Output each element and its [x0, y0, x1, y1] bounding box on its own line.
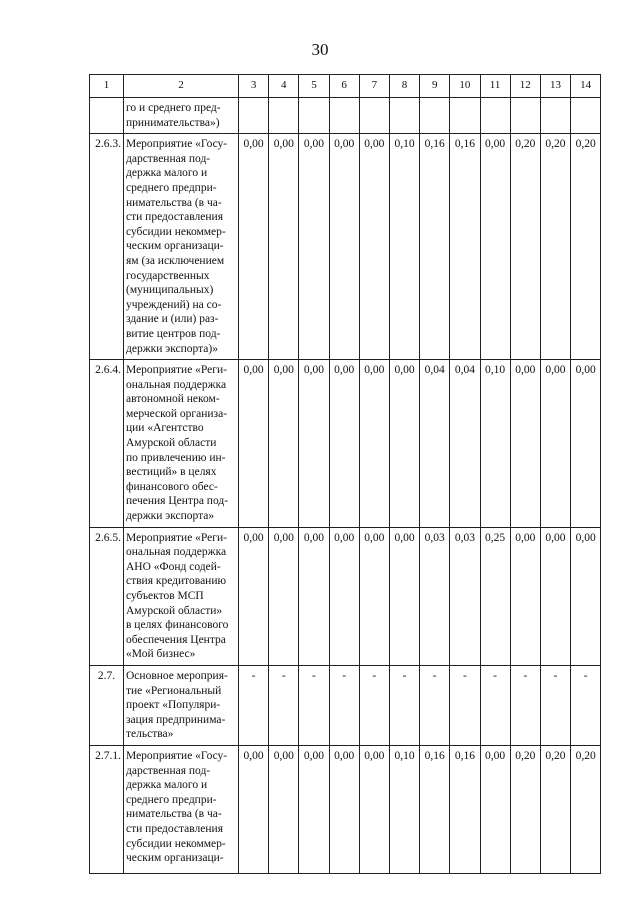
value-cell: -: [269, 665, 299, 745]
value-cell: 0,00: [239, 134, 269, 360]
table-row: [90, 745, 601, 873]
value-cell: 0,16: [450, 745, 480, 873]
value-cell: 0,00: [299, 745, 329, 873]
header-row: [90, 75, 601, 98]
value-cell: 0,25: [480, 527, 510, 665]
header-cell-12: 12: [510, 75, 540, 98]
table-row: [90, 360, 601, 528]
table-row: [90, 527, 601, 665]
value-cell: 0,00: [299, 134, 329, 360]
value-cell: 0,16: [420, 134, 450, 360]
row-name: Мероприятие «Реги- ональная поддержка автономной неком- мерческой организа- ции «Агентство Амурской области по привлечению ин- вестиций» в целях финансового обес- печения Центра под- держки экспорта»: [124, 360, 239, 528]
row-name: Основное мероприя- тие «Региональный проект «Популяри- зация предпринима- тельства»: [124, 665, 239, 745]
value-cell: 0,20: [510, 745, 540, 873]
page-number: 30: [311, 40, 329, 59]
value-cell: -: [510, 665, 540, 745]
header-cell-10: 10: [450, 75, 480, 98]
value-cell: 0,00: [359, 745, 389, 873]
indicator-table: [89, 74, 601, 874]
value-cell: 0,00: [269, 360, 299, 528]
value-cell: 0,10: [480, 360, 510, 528]
value-cell: 0,00: [359, 134, 389, 360]
header-cell-8: 8: [389, 75, 419, 98]
value-cell: 0,00: [480, 745, 510, 873]
row-code: 2.6.5.: [90, 527, 124, 665]
value-cell: 0,00: [299, 527, 329, 665]
value-cell: 0,03: [420, 527, 450, 665]
header-cell-5: 5: [299, 75, 329, 98]
value-cell: 0,16: [450, 134, 480, 360]
header-cell-2: 2: [124, 75, 239, 98]
value-cell: 0,00: [510, 527, 540, 665]
value-cell: -: [480, 665, 510, 745]
value-cell: [540, 98, 570, 134]
value-cell: 0,00: [239, 360, 269, 528]
value-cell: -: [299, 665, 329, 745]
value-cell: 0,00: [329, 134, 359, 360]
table-row: [90, 98, 601, 134]
value-cell: 0,00: [299, 360, 329, 528]
value-cell: -: [420, 665, 450, 745]
value-cell: 0,00: [510, 360, 540, 528]
value-cell: [450, 98, 480, 134]
value-cell: -: [540, 665, 570, 745]
value-cell: 0,04: [450, 360, 480, 528]
value-cell: 0,20: [540, 134, 570, 360]
value-cell: [269, 98, 299, 134]
row-code: 2.7.: [90, 665, 124, 745]
row-code: 2.6.3.: [90, 134, 124, 360]
header-cell-13: 13: [540, 75, 570, 98]
value-cell: 0,10: [389, 745, 419, 873]
value-cell: [359, 98, 389, 134]
value-cell: 0,00: [540, 527, 570, 665]
value-cell: 0,00: [389, 360, 419, 528]
value-cell: 0,20: [571, 745, 601, 873]
header-cell-4: 4: [269, 75, 299, 98]
value-cell: [420, 98, 450, 134]
value-cell: [299, 98, 329, 134]
row-name: Мероприятие «Реги- ональная поддержка АНО «Фонд содей- ствия кредитованию субъектов МСП Амурской области» в целях финансового обеспечения Центра «Мой бизнес»: [124, 527, 239, 665]
value-cell: 0,04: [420, 360, 450, 528]
header-cell-11: 11: [480, 75, 510, 98]
value-cell: [571, 98, 601, 134]
value-cell: 0,16: [420, 745, 450, 873]
value-cell: 0,00: [329, 527, 359, 665]
row-name: Мероприятие «Госу- дарственная под- держка малого и среднего предпри- нимательства (в ча- сти предоставления субсидии некоммер- ческим организаци-: [124, 745, 239, 873]
value-cell: 0,20: [510, 134, 540, 360]
value-cell: -: [450, 665, 480, 745]
value-cell: 0,10: [389, 134, 419, 360]
value-cell: -: [389, 665, 419, 745]
table-row: [90, 665, 601, 745]
table-header: [90, 75, 601, 98]
value-cell: 0,03: [450, 527, 480, 665]
value-cell: 0,00: [329, 745, 359, 873]
header-cell-7: 7: [359, 75, 389, 98]
header-cell-9: 9: [420, 75, 450, 98]
row-code: [90, 98, 124, 134]
value-cell: [510, 98, 540, 134]
value-cell: -: [571, 665, 601, 745]
value-cell: 0,00: [389, 527, 419, 665]
value-cell: -: [239, 665, 269, 745]
row-code: 2.6.4.: [90, 360, 124, 528]
value-cell: 0,00: [540, 360, 570, 528]
value-cell: 0,00: [239, 745, 269, 873]
value-cell: 0,20: [540, 745, 570, 873]
value-cell: [329, 98, 359, 134]
row-name: Мероприятие «Госу- дарственная под- держка малого и среднего предпри- нимательства (в ча- сти предоставления субсидии некоммер- ческим организаци- ям (за исключением государственных (муниципальных) учреждений) на со- здание и (или) раз- витие центров под- держки экспорта)»: [124, 134, 239, 360]
value-cell: 0,00: [329, 360, 359, 528]
value-cell: 0,00: [571, 527, 601, 665]
value-cell: [389, 98, 419, 134]
value-cell: 0,00: [269, 134, 299, 360]
value-cell: 0,00: [571, 360, 601, 528]
value-cell: -: [329, 665, 359, 745]
value-cell: [239, 98, 269, 134]
value-cell: 0,00: [239, 527, 269, 665]
value-cell: 0,00: [359, 360, 389, 528]
header-cell-14: 14: [571, 75, 601, 98]
value-cell: 0,00: [269, 527, 299, 665]
value-cell: 0,20: [571, 134, 601, 360]
value-cell: 0,00: [269, 745, 299, 873]
value-cell: 0,00: [359, 527, 389, 665]
row-name: го и среднего пред- принимательства»): [124, 98, 239, 134]
table-row: [90, 134, 601, 360]
header-cell-1: 1: [90, 75, 124, 98]
table-body: [90, 98, 601, 874]
header-cell-3: 3: [239, 75, 269, 98]
value-cell: 0,00: [480, 134, 510, 360]
value-cell: -: [359, 665, 389, 745]
header-cell-6: 6: [329, 75, 359, 98]
row-code: 2.7.1.: [90, 745, 124, 873]
value-cell: [480, 98, 510, 134]
